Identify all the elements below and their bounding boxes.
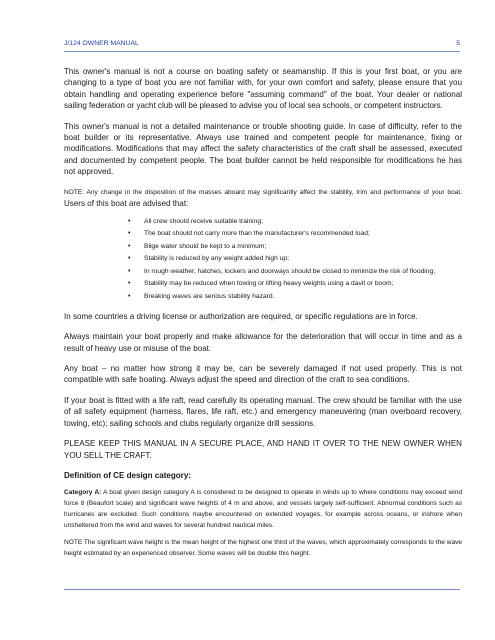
bullet-icon: • [128,242,131,250]
bullet-icon: • [128,280,131,288]
life-raft-paragraph: If your boat is fitted with a life raft, read carefully its operating manual. The crew should be familiar with the use of all safety equipment (harness, flares, life raft, etc.) and emergency maneuvering (man overboard recovery, towing, etc); sailing schools and clubs regularly organize drill sessions. [64,395,462,428]
page-number: 5 [456,40,460,47]
list-item: • The boat should not carry more than the manufacturer's recommended load; [128,228,462,239]
list-item: • Stability may be reduced when towing or lifting heavy weights using a davit or boom; [128,278,462,289]
list-item: • Breaking waves are serious stability hazard. [128,291,462,302]
bullet-icon: • [128,267,131,275]
wave-height-note: NOTE The significant wave height is the mean height of the highest one third of the waves, which approximately corresponds to the wave height estimated by an experienced observer. Some waves will be double this height. [64,538,462,557]
list-item: • All crew should receive suitable training; [128,216,462,227]
stability-note [64,187,462,210]
ce-category-heading: Definition of CE design category: [64,470,191,480]
keep-manual-notice: PLEASE KEEP THIS MANUAL IN A SECURE PLACE, AND HAND IT OVER TO THE NEW OWNER WHEN YOU SELL THE CRAFT. [64,439,462,460]
damage-paragraph: Any boat – no matter how strong it may be, can be severely damaged if not used properly. This is not compatible with safe boating. Always adjust the speed and direction of the craft to sea conditions. [64,364,462,385]
regulations-paragraph: In some countries a driving license or authorization are required, or specific regulations are in force. [64,311,418,321]
bullet-icon: • [128,292,131,300]
users-advised-text: Users of this boat are advised that: [64,198,189,208]
category-a-definition [64,487,462,531]
category-a-label: Category A: [64,488,102,496]
safety-advice-list [64,216,462,302]
upkeep-paragraph: Always maintain your boat properly and make allowance for the deterioration that will occur in time and as a result of heavy use or misuse of the boat. [64,332,462,353]
page-content [64,66,462,559]
bullet-icon: • [128,217,131,225]
bullet-icon: • [128,255,131,263]
list-item: • Stability is reduced by any weight added high up; [128,253,462,264]
footer-divider [64,589,460,590]
intro-paragraph: This owner's manual is not a course on boating safety or seamanship. If this is your first boat, or you are changing to a type of boat you are not familiar with, for your own comfort and safety, please ensure that you obtain handling and operating experience before "assuming command" of the boat. Your dealer or national sailing federation or yacht club will be pleased to advise you of local sea schools, or competent instructors. [64,67,462,111]
bullet-icon: • [128,230,131,238]
maintenance-paragraph: This owner's manual is not a detailed maintenance or trouble shooting guide. In case of difficulty, refer to the boat builder or its representative. Always use trained and competent people for maintenance, fixing or modifications. Modifications that may affect the safety characteristics of the craft shall be assessed, executed and documented by competent people. The boat builder cannot be held responsible for modifications he has not approved. [64,121,462,177]
list-item: • In rough weather, hatches, lockers and doorways should be closed to minimize the risk of flooding; [128,266,462,277]
category-a-text: A boat given design category A is considered to be designed to operate in winds up to where conditions may exceed wind force 8 (Beaufort scale) and significant wave heights of 4 m and above, and vessels largely self-sufficient. Abnormal conditions such as hurricanes are excluded. Such conditions maybe encountered on extended voyages, for example across oceans, or inshore when unsheltered from the wind and waves for several hundred nautical miles. [64,488,462,529]
stability-note-text: NOTE: Any change in the disposition of the masses aboard may significantly affect the stability, trim and performance of your boat. [64,188,462,196]
list-item: • Bilge water should be kept to a minimum; [128,241,462,252]
header-title: J/124 OWNER MANUAL [64,40,139,47]
header-divider [64,51,460,52]
